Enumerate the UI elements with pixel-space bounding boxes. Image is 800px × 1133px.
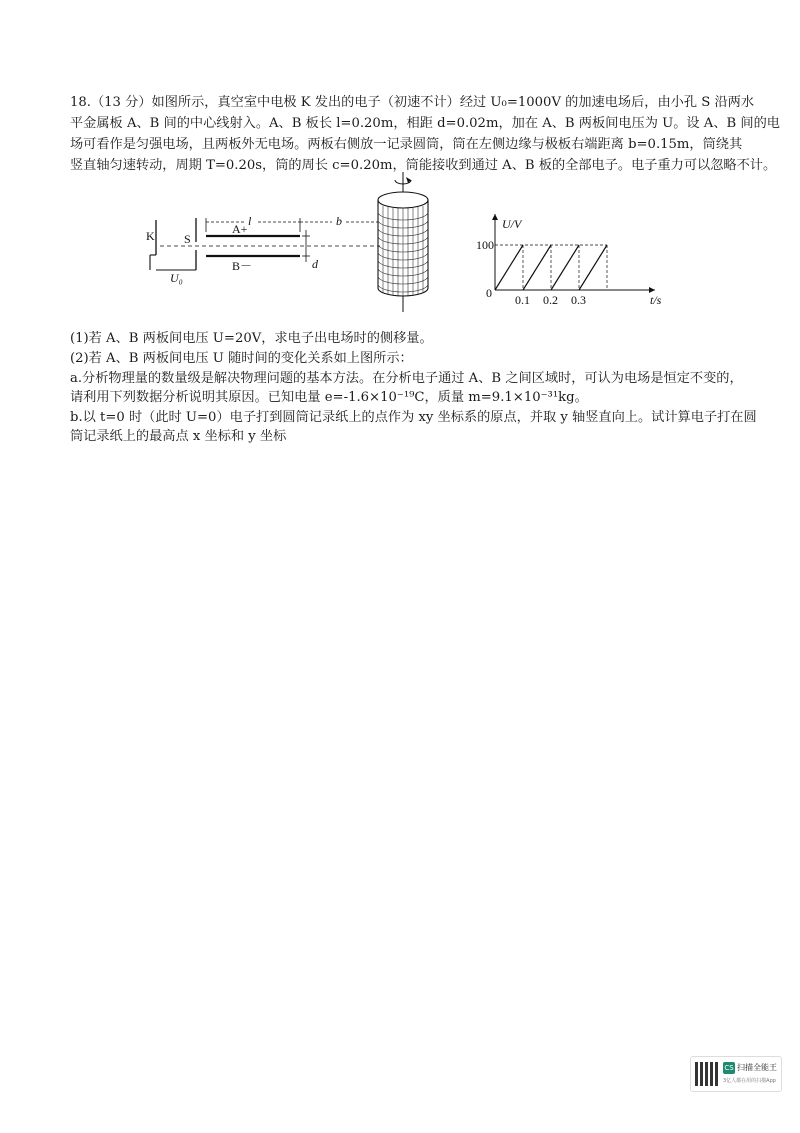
part-2: (2)若 A、B 两板间电压 U 随时间的变化关系如上图所示： — [70, 351, 413, 366]
label-b: b — [336, 214, 342, 228]
question-line-4: 竖直轴匀速转动，周期 T=0.20s，筒的周长 c=0.20m，筒能接收到通过 A、B 板的全部电子。电子重力可以忽略不计。 — [70, 158, 777, 173]
part-2a-line-1: a.分析物理量的数量级是解决物理问题的基本方法。在分析电子通过 A、B 之间区域时，可认为电场是恒定不变的， — [70, 371, 743, 386]
question-line-3: 场可看作是匀强电场，且两板外无电场。两板右侧放一记录圆筒，筒在左侧边缘与极板右端距离 b=0.15m，筒绕其 — [70, 137, 743, 152]
drum-grid — [378, 206, 428, 296]
problem-figure — [140, 170, 670, 325]
watermark-subtitle: 3亿人都在用的扫描App — [723, 1078, 776, 1084]
graph-ytick-100: 100 — [476, 238, 494, 252]
graph-xtick-0-2: 0.2 — [543, 293, 558, 307]
graph-xlabel: t/s — [650, 293, 662, 307]
label-l: l — [248, 214, 252, 228]
part-2b-line-1: b.以 t=0 时（此时 U=0）电子打到圆筒记录纸上的点作为 xy 坐标系的原点，并取 y 轴竖直向上。试计算电子打在圆 — [70, 410, 757, 425]
sawtooth-ramp — [495, 245, 523, 290]
label-S: S — [184, 232, 191, 246]
part-2a-line-2: 请利用下列数据分析说明其原因。已知电量 e=-1.6×10⁻¹⁹C，质量 m=9.1×10⁻³¹kg。 — [70, 390, 588, 405]
sawtooth-ramp — [579, 245, 607, 290]
camscanner-logo-icon: CS — [724, 1064, 734, 1072]
scanner-watermark — [690, 1056, 782, 1092]
watermark-title: 扫描全能王 — [737, 1063, 777, 1072]
graph-xtick-0-1: 0.1 — [515, 293, 530, 307]
label-d: d — [312, 257, 318, 271]
sawtooth-series — [495, 245, 607, 290]
question-line-2: 平金属板 A、B 间的中心线射入。A、B 板长 l=0.20m，相距 d=0.02m，加在 A、B 两板间电压为 U。设 A、B 间的电 — [70, 116, 780, 131]
label-A-plus: A+ — [232, 222, 248, 236]
voltage-time-graph — [476, 214, 662, 307]
part-2b-line-2: 筒记录纸上的最高点 x 坐标和 y 坐标 — [70, 429, 287, 444]
graph-origin: 0 — [486, 286, 492, 300]
figure-svg — [140, 170, 670, 325]
sawtooth-ramp — [523, 245, 551, 290]
y-axis-arrowhead-icon — [492, 214, 498, 220]
question-line-1: 18.（13 分）如图所示，真空室中电极 K 发出的电子（初速不计）经过 U₀=1000V 的加速电场后，由小孔 S 沿两水 — [70, 95, 755, 110]
label-B-minus: B－ — [232, 259, 253, 273]
label-U0: U₀ — [170, 271, 183, 285]
part-1: (1)若 A、B 两板间电压 U=20V，求电子出电场时的侧移量。 — [70, 331, 433, 346]
recording-drum — [378, 172, 428, 312]
drum-top — [378, 192, 428, 208]
graph-xtick-0-3: 0.3 — [571, 293, 586, 307]
graph-ylabel: U/V — [502, 217, 522, 231]
label-K: K — [146, 229, 155, 243]
sawtooth-ramp — [551, 245, 579, 290]
qr-code-icon — [695, 1062, 719, 1086]
